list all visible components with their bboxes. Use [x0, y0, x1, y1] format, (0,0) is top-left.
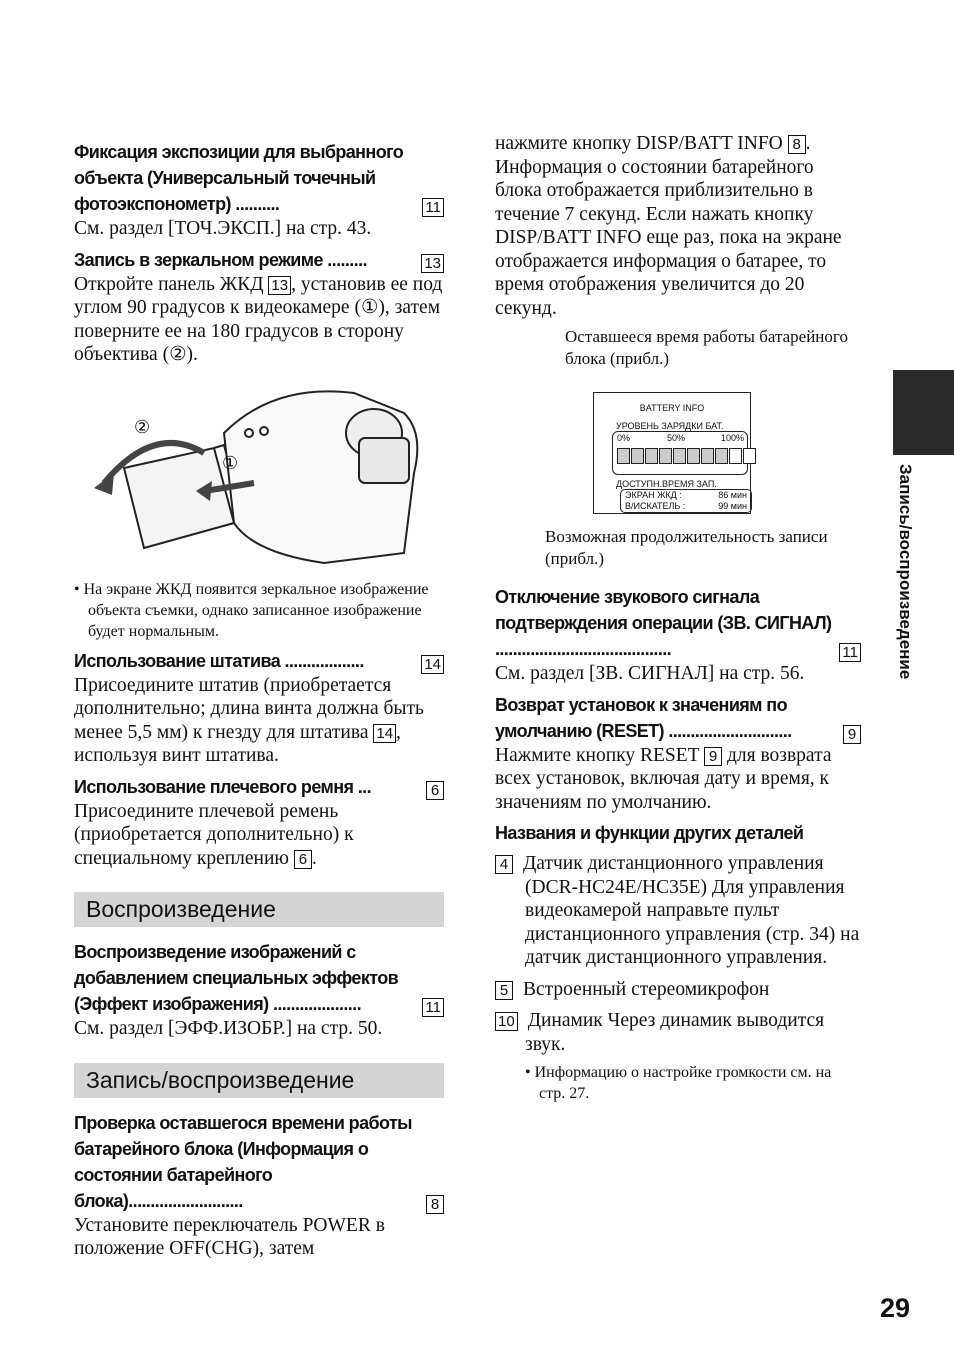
- battery-segment: [645, 448, 658, 464]
- side-tab-label: Запись/воспроизведение: [896, 464, 915, 680]
- ref-box: 14: [373, 724, 396, 743]
- paragraph: См. раздел [ЗВ. СИГНАЛ] на стр. 56.: [495, 663, 805, 684]
- paragraph: Установите переключатель POWER в положение OFF(CHG), затем: [74, 1214, 385, 1259]
- ref-box: 9: [843, 725, 861, 744]
- parts-item: 5 Встроенный стереомикрофон: [495, 978, 861, 1002]
- ref-box: 11: [422, 998, 444, 1017]
- ref-box: 8: [788, 135, 806, 154]
- ref-box: 11: [839, 643, 861, 662]
- battery-segment: [715, 448, 728, 464]
- ref-box: 11: [422, 198, 444, 217]
- battery-segment: [659, 448, 672, 464]
- ref-box: 8: [426, 1195, 444, 1214]
- heading-mirror-mode: Запись в зеркальном режиме ......... 13: [74, 247, 444, 273]
- heading-tripod: Использование штатива .................. 14: [74, 648, 444, 674]
- heading-reset: Возврат установок к значениям по умолчанию (RESET) ............................ 9: [495, 692, 861, 744]
- paragraph: нажмите кнопку DISP/BATT INFO 8 . Информация о состоянии батарейного блока отображается приблизительно в течение 7 секунд. Если нажать кнопку DISP/BATT INFO еще раз, пока на экране отображается информация о батарее, то время отображения увеличится до 20 секунд.: [495, 133, 842, 319]
- camcorder-illustration: [74, 373, 444, 573]
- ref-box: 13: [421, 254, 444, 273]
- battery-segment: [743, 448, 756, 464]
- ref-box: 14: [421, 655, 444, 674]
- note: • На экране ЖКД появится зеркальное изображение объекта съемки, однако записанное изображение будет нормальным.: [74, 580, 429, 640]
- paragraph: Откройте панель ЖКД 13 , установив ее под углом 90 градусов к видеокамере (①), затем поверните ее на 180 градусов в сторону объектива (②).: [74, 273, 443, 365]
- heading-picture-effect: Воспроизведение изображений с добавлением специальных эффектов (Эффект изображения) .................... 11: [74, 939, 444, 1017]
- paragraph: См. раздел [ЭФФ.ИЗОБР.] на стр. 50.: [74, 1018, 383, 1039]
- callout-remaining-time: Оставшееся время работы батарейного блока (прибл.): [565, 327, 848, 368]
- heading-other-parts: Названия и функции других деталей: [495, 823, 804, 843]
- paragraph: См. раздел [ТОЧ.ЭКСП.] на стр. 43.: [74, 218, 372, 239]
- battery-segment: [673, 448, 686, 464]
- note: • Информацию о настройке громкости см. на стр. 27.: [525, 1064, 832, 1102]
- battery-level-bar: [617, 448, 757, 464]
- ref-box: 13: [268, 276, 291, 295]
- battery-segment: [631, 448, 644, 464]
- paragraph: Присоедините плечевой ремень (приобретается дополнительно) к специальному креплению 6 .: [74, 800, 354, 869]
- paragraph: Нажмите кнопку RESET 9 для возврата всех установок, включая дату и время, к значениям по умолчанию.: [495, 744, 832, 813]
- left-column: [74, 133, 444, 1261]
- section-band-record-playback: Запись/воспроизведение: [74, 1063, 444, 1098]
- figure-label-1: ①: [222, 452, 239, 474]
- parts-item: 10 Динамик Через динамик выводится звук.: [495, 1009, 861, 1056]
- battery-segment: [617, 448, 630, 464]
- callout-recording-time: Возможная продолжительность записи (прибл.): [545, 527, 828, 568]
- battery-segment: [729, 448, 742, 464]
- heading-battery-info: Проверка оставшегося времени работы батарейного блока (Информация о состоянии батарейного блока).......................... 8: [74, 1110, 444, 1214]
- battery-segment: [701, 448, 714, 464]
- heading-beep: Отключение звукового сигнала подтверждения операции (ЗВ. СИГНАЛ) ........................................ 11: [495, 584, 861, 662]
- heading-shoulder-strap: Использование плечевого ремня ... 6: [74, 774, 444, 800]
- ref-box: 9: [704, 747, 722, 766]
- paragraph: Присоедините штатив (приобретается дополнительно; длина винта должна быть менее 5,5 мм) к гнезду для штатива 14 , используя винт штатива.: [74, 674, 424, 766]
- right-column: [495, 132, 861, 1104]
- ref-box: 6: [426, 781, 444, 800]
- side-tab-block: [893, 370, 954, 455]
- parts-item: 4 Датчик дистанционного управления (DCR-HC24E/HC35E) Для управления видеокамерой направьте пульт дистанционного управления (стр. 34) на датчик дистанционного управления.: [495, 852, 861, 970]
- figure-label-2: ②: [134, 416, 151, 438]
- section-band-playback: Воспроизведение: [74, 892, 444, 927]
- page-number: 29: [880, 1293, 911, 1323]
- ref-box: 6: [294, 850, 312, 869]
- battery-info-screen: BATTERY INFO УРОВЕНЬ ЗАРЯДКИ БАТ. 0% 50% 100% ДОСТУПН.ВРЕМЯ ЗАП. ЭКРАН ЖКД : 86 мин В/ИСКАТЕЛЬ : 99 мин: [593, 392, 751, 514]
- heading-spot-meter: Фиксация экспозиции для выбранного объекта (Универсальный точечный фотоэкспонометр) .......... 11: [74, 139, 444, 217]
- battery-segment: [687, 448, 700, 464]
